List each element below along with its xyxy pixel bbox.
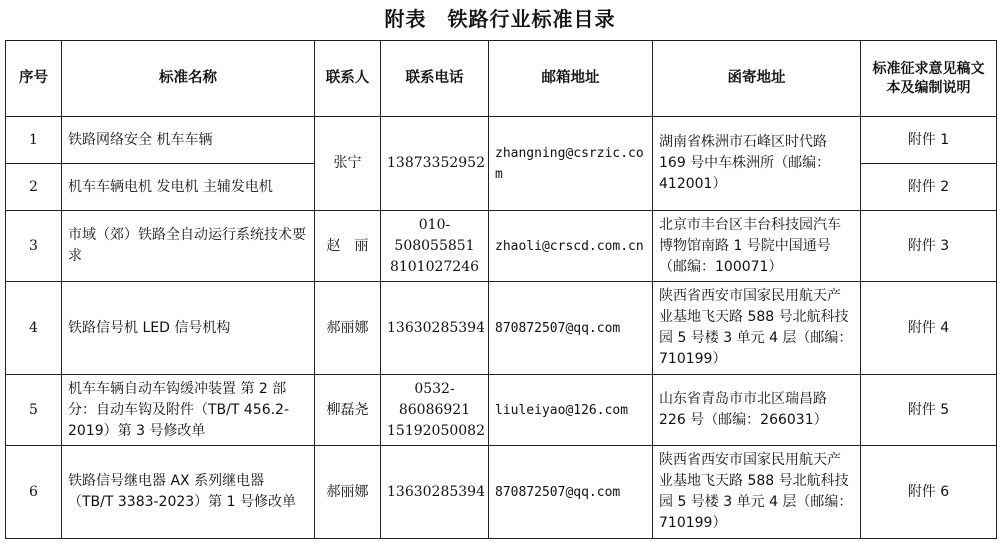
contact-phone <box>381 375 489 446</box>
contact-person: 张宁 <box>315 117 381 211</box>
header-attachment: 标准征求意见稿文本及编制说明 <box>861 41 997 117</box>
table-row <box>6 375 997 446</box>
contact-phone-line-1: 0532-86086921 <box>398 380 471 418</box>
contact-phone: 13630285394 <box>381 282 489 375</box>
header-phone: 联系电话 <box>381 41 489 117</box>
row-seq: 5 <box>6 375 62 446</box>
header-email: 邮箱地址 <box>489 41 653 117</box>
table-row <box>6 282 997 375</box>
row-seq: 1 <box>6 117 62 164</box>
attachment-link[interactable]: 附件 4 <box>861 282 997 375</box>
mailing-address: 陕西省西安市国家民用航天产业基地飞天路 588 号北航科技园 5 号楼 3 单元 4 层（邮编：710199） <box>653 282 861 375</box>
attachment-link[interactable]: 附件 6 <box>861 446 997 539</box>
document-title: 附表 铁路行业标准目录 <box>384 7 616 31</box>
header-address: 函寄地址 <box>653 41 861 117</box>
row-seq: 4 <box>6 282 62 375</box>
mailing-address: 山东省青岛市市北区瑞昌路 226 号（邮编：266031） <box>653 375 861 446</box>
contact-phone <box>381 211 489 282</box>
contact-email[interactable]: zhaoli@crscd.com.cn <box>489 211 653 282</box>
contact-email[interactable]: zhangning@csrzic.com <box>489 117 653 211</box>
contact-person: 柳磊尧 <box>315 375 381 446</box>
header-seq: 序号 <box>6 41 62 117</box>
contact-person: 郝丽娜 <box>315 282 381 375</box>
standard-name: 铁路网络安全 机车车辆 <box>62 117 315 164</box>
row-seq: 3 <box>6 211 62 282</box>
attachment-link[interactable]: 附件 5 <box>861 375 997 446</box>
table-row <box>6 117 997 164</box>
contact-phone-line-1: 010-508055851 <box>394 216 475 254</box>
table-row <box>6 211 997 282</box>
contact-phone-line-2: 15192050082 <box>387 422 485 439</box>
standard-name: 铁路信号继电器 AX 系列继电器（TB/T 3383-2023）第 1 号修改单 <box>62 446 315 539</box>
header-row <box>6 41 997 117</box>
row-seq: 6 <box>6 446 62 539</box>
row-seq: 2 <box>6 164 62 211</box>
attachment-link[interactable]: 附件 3 <box>861 211 997 282</box>
contact-phone: 13873352952 <box>381 117 489 211</box>
contact-person: 赵 丽 <box>315 211 381 282</box>
contact-email[interactable]: 870872507@qq.com <box>489 282 653 375</box>
attachment-link[interactable]: 附件 1 <box>861 117 997 164</box>
standard-name: 机车车辆电机 发电机 主辅发电机 <box>62 164 315 211</box>
contact-email[interactable]: 870872507@qq.com <box>489 446 653 539</box>
header-contact: 联系人 <box>315 41 381 117</box>
header-standard-name: 标准名称 <box>62 41 315 117</box>
standard-name: 市域（郊）铁路全自动运行系统技术要求 <box>62 211 315 282</box>
contact-phone-line-2: 8101027246 <box>389 258 480 275</box>
attachment-link[interactable]: 附件 2 <box>861 164 997 211</box>
mailing-address: 北京市丰台区丰台科技园汽车博物馆南路 1 号院中国通号（邮编：100071） <box>653 211 861 282</box>
contact-person: 郝丽娜 <box>315 446 381 539</box>
standard-name: 机车车辆自动车钩缓冲装置 第 2 部分：自动车钩及附件（TB/T 456.2-2019）第 3 号修改单 <box>62 375 315 446</box>
mailing-address: 湖南省株洲市石峰区时代路 169 号中车株洲所（邮编：412001） <box>653 117 861 211</box>
table-row <box>6 446 997 539</box>
standards-table <box>5 40 997 539</box>
standard-name: 铁路信号机 LED 信号机构 <box>62 282 315 375</box>
contact-email[interactable]: liuleiyao@126.com <box>489 375 653 446</box>
contact-phone: 13630285394 <box>381 446 489 539</box>
mailing-address: 陕西省西安市国家民用航天产业基地飞天路 588 号北航科技园 5 号楼 3 单元 4 层（邮编：710199） <box>653 446 861 539</box>
